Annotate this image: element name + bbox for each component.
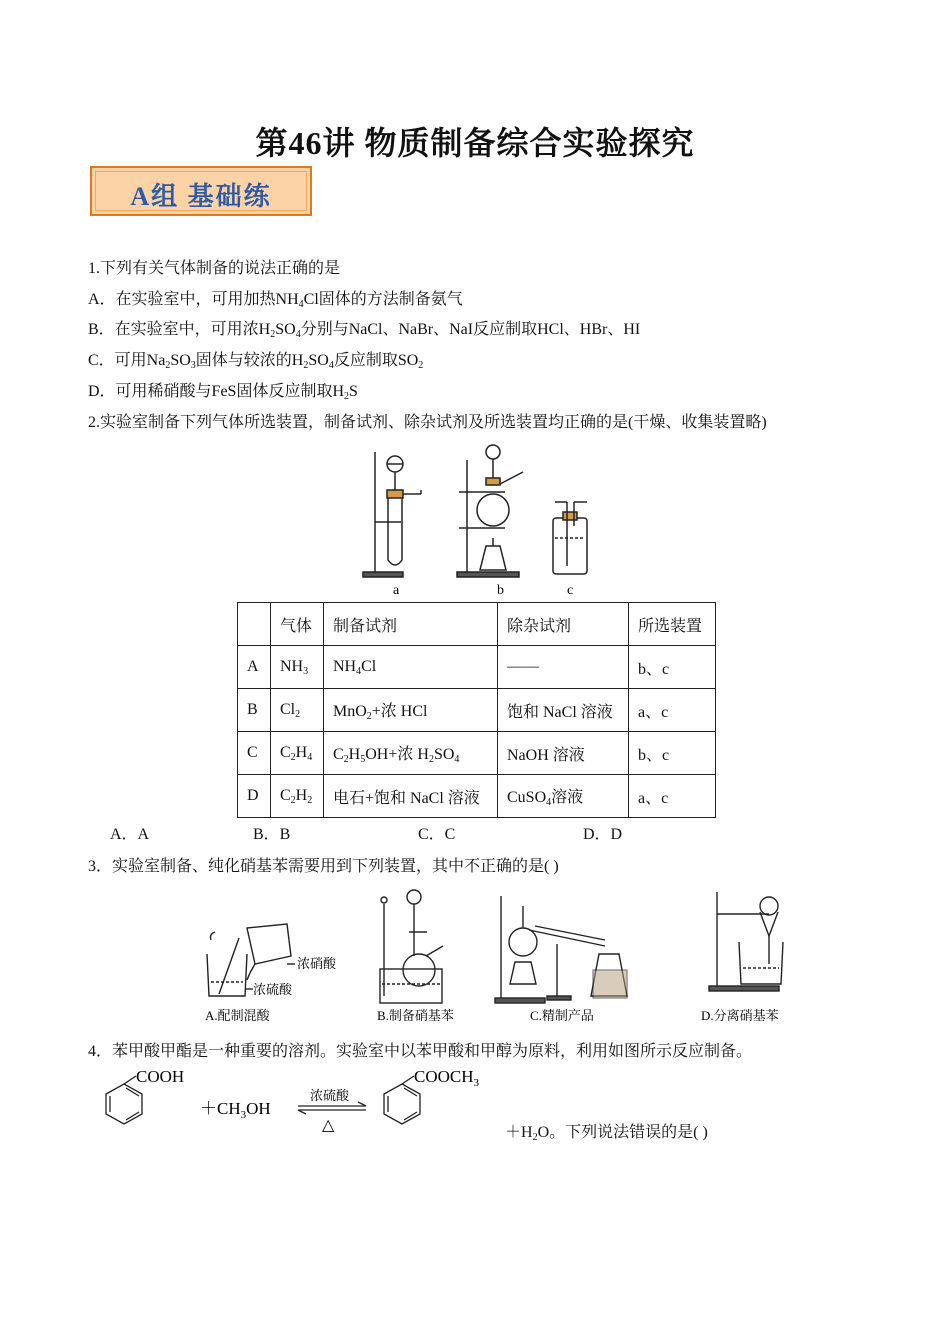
table-row (238, 646, 716, 689)
benzene-ring-reactant (106, 1084, 142, 1124)
label-a: a (393, 583, 400, 598)
table-row (238, 689, 716, 732)
page-title: 第46讲 物质制备综合实验探究 (255, 125, 695, 161)
section-banner (90, 166, 312, 216)
reactant-cooh: COOH (136, 1067, 185, 1086)
benzene-ring-product (384, 1084, 420, 1124)
q1-option-d: D．可用稀硝酸与FeS固体反应制取$H_2S$ (88, 383, 358, 402)
banner-text: A组 基础练 (130, 182, 272, 211)
fig-a-label-sulfuric: 浓硫酸 (253, 982, 293, 997)
methanol-text: $+CH_3OH$ (200, 1099, 271, 1121)
row-reagent: $C_2H_5OH+$浓 $H_2SO_4$ (324, 732, 498, 775)
label-b: b (497, 583, 504, 598)
row-impurity-reagent: NaOH 溶液 (498, 732, 629, 775)
fig-a-caption: A.配制混酸 (205, 1008, 270, 1023)
row-impurity-reagent: —— (498, 646, 629, 689)
row-reagent: MnO$_2$+浓 HCl (324, 689, 498, 732)
row-impurity-reagent: 饱和 NaCl 溶液 (498, 689, 629, 732)
q3-stem: 3．实验室制备、纯化硝基苯需要用到下列装置，其中不正确的是( ) (88, 858, 559, 875)
q1-option-b: B．在实验室中，可用浓$H_2SO_4$分别与NaCl、NaBr、NaI反应制取HCl、HBr、HI (88, 321, 641, 340)
row-gas: $C_2H_4$ (271, 732, 324, 775)
table-row (238, 775, 716, 818)
fig-b-nitration (380, 890, 443, 1003)
q2-table (237, 602, 716, 818)
q3-apparatus-figure (195, 884, 795, 1026)
row-device: b、c (629, 646, 716, 689)
table-header-cell: 气体 (271, 603, 324, 646)
table-header-cell: 除杂试剂 (498, 603, 629, 646)
q2-answer-a: A．A (110, 826, 150, 843)
q1-option-c: C．可用$Na_2SO_3$固体与较浓的$H_2SO_4$反应制取$SO_2$ (88, 352, 424, 371)
row-device: a、c (629, 689, 716, 732)
heat-symbol: △ (322, 1115, 335, 1134)
apparatus-c (553, 502, 587, 574)
table-header-cell (238, 603, 271, 646)
product-cooch3: $COOCH_3$ (414, 1067, 480, 1089)
row-gas: $C_2H_2$ (271, 775, 324, 818)
fig-a-label-nitric: 浓硝酸 (297, 956, 337, 971)
table-header-row (238, 603, 716, 646)
fig-b-caption: B.制备硝基苯 (377, 1008, 454, 1023)
table-header-cell: 制备试剂 (324, 603, 498, 646)
q2-answer-c: C．C (418, 826, 456, 843)
row-key: D (238, 775, 271, 818)
q4-tail: $+H_2O$。下列说法错误的是( ) (505, 1124, 708, 1143)
row-gas: $Cl_2$ (271, 689, 324, 732)
q2-stem: 2.实验室制备下列气体所选装置，制备试剂、除杂试剂及所选装置均正确的是(干燥、收集装置略) (88, 414, 767, 431)
row-gas: $NH_3$ (271, 646, 324, 689)
q4-reaction-scheme (88, 1064, 518, 1136)
q1-option-a: A．在实验室中，可用加热$NH_4Cl$固体的方法制备氨气 (88, 291, 463, 310)
row-key: A (238, 646, 271, 689)
fig-c-distillation (495, 896, 627, 1003)
q2-answer-b: B．B (253, 826, 291, 843)
row-device: b、c (629, 732, 716, 775)
row-reagent: 电石+饱和 NaCl 溶液 (324, 775, 498, 818)
q2-apparatus-figure (355, 442, 595, 600)
apparatus-a (363, 452, 421, 577)
q2-answer-d: D．D (583, 826, 623, 843)
q4-stem: 4．苯甲酸甲酯是一种重要的溶剂。实验室中以苯甲酸和甲醇为原料，利用如图所示反应制备。 (88, 1043, 753, 1060)
fig-d-separation (709, 892, 783, 991)
row-device: a、c (629, 775, 716, 818)
label-c: c (567, 583, 574, 598)
row-impurity-reagent: CuSO$_4$溶液 (498, 775, 629, 818)
apparatus-b (457, 445, 523, 577)
table-row (238, 732, 716, 775)
row-key: C (238, 732, 271, 775)
table-header-cell: 所选装置 (629, 603, 716, 646)
catalyst-text: 浓硫酸 (310, 1088, 350, 1103)
q1-stem: 1.下列有关气体制备的说法正确的是 (88, 260, 341, 277)
fig-d-caption: D.分离硝基苯 (701, 1008, 779, 1023)
row-key: B (238, 689, 271, 732)
fig-c-caption: C.精制产品 (530, 1008, 594, 1023)
row-reagent: $NH_4Cl$ (324, 646, 498, 689)
